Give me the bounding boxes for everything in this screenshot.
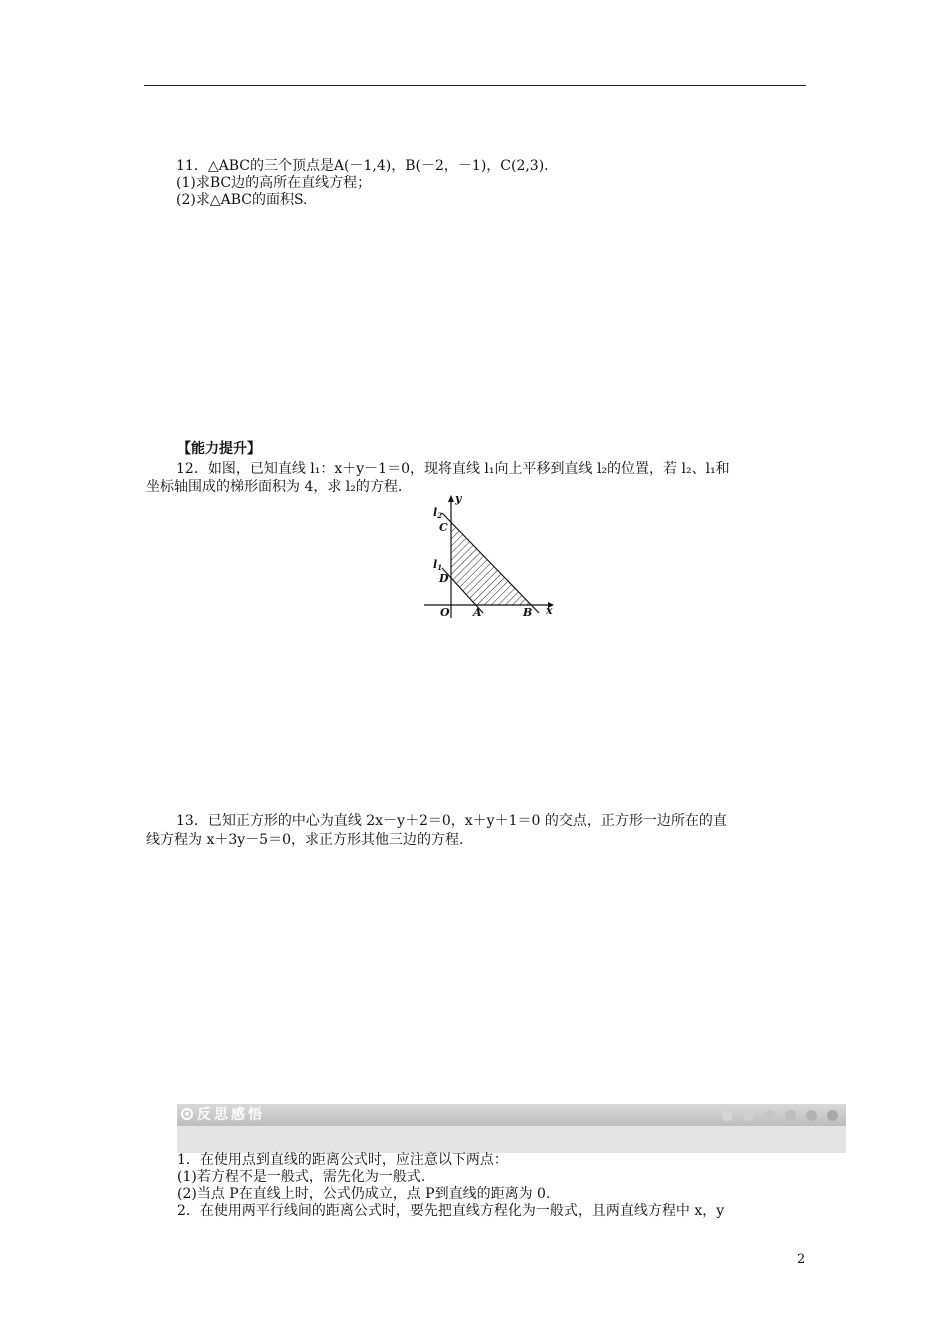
problem-11-part-1: (1)求BC边的高所在直线方程； (176, 175, 372, 191)
section-tag-ability: 【能力提升】 (177, 441, 261, 457)
reflection-banner-title-wrap (181, 1105, 265, 1125)
label-l2-sub: 2 (437, 511, 443, 520)
label-D: D (439, 572, 449, 585)
reflection-line-3: (2)当点 P在直线上时，公式仍成立，点 P到直线的距离为 0. (177, 1186, 551, 1202)
label-x: x (546, 604, 553, 617)
problem-13-line-2: 线方程为 x＋3y－5＝0，求正方形其他三边的方程. (146, 832, 464, 848)
decorative-dot (785, 1110, 796, 1121)
reflection-content (177, 1152, 817, 1220)
reflection-banner-bar (177, 1104, 846, 1126)
problem-13-line-1: 13．已知正方形的中心为直线 2x－y＋2＝0，x＋y＋1＝0 的交点，正方形一边所在的直 (176, 813, 727, 829)
y-axis-arrow (448, 495, 454, 502)
problem-11 (146, 158, 810, 209)
reflection-banner-title: 反思感悟 (197, 1107, 265, 1123)
decorative-dots (712, 1109, 838, 1126)
circle-bullet-icon (181, 1108, 193, 1120)
label-A: A (473, 606, 482, 619)
trapezoid-diagram (420, 492, 560, 622)
label-l1-main: l (433, 558, 438, 571)
header-rule (144, 85, 806, 86)
label-y: y (455, 492, 462, 505)
problem-13 (146, 812, 810, 850)
page-number: 2 (797, 1252, 806, 1267)
decorative-dot (806, 1110, 817, 1121)
label-l2 (433, 506, 442, 520)
problem-11-part-2: (2)求△ABC的面积S. (176, 192, 308, 208)
decorative-dot (827, 1110, 838, 1121)
decorative-dot (722, 1110, 733, 1121)
reflection-banner (177, 1104, 846, 1152)
label-B: B (523, 606, 533, 619)
reflection-line-4: 2．在使用两平行线间的距离公式时，要先把直线方程化为一般式，且两直线方程中 x，y (177, 1203, 725, 1219)
label-O: O (440, 606, 450, 619)
reflection-banner-band (177, 1126, 846, 1153)
problem-12-line-1: 12．如图，已知直线 l₁：x＋y－1＝0，现将直线 l₁向上平移到直线 l₂的位置，若 l₂、l₁和 (176, 461, 730, 477)
trapezoid-figure (420, 492, 560, 627)
label-l1 (433, 558, 442, 572)
problem-11-statement: 11．△ABC的三个顶点是A(－1,4)，B(－2，－1)，C(2,3)． (176, 158, 559, 174)
decorative-dot (764, 1110, 775, 1121)
decorative-dot (743, 1110, 754, 1121)
reflection-line-1: 1．在使用点到直线的距离公式时，应注意以下两点： (177, 1152, 508, 1168)
label-C: C (439, 521, 448, 534)
problem-12-line-2: 坐标轴围成的梯形面积为 4，求 l₂的方程. (146, 479, 403, 495)
problem-12 (146, 460, 810, 496)
reflection-line-2: (1)若方程不是一般式，需先化为一般式. (177, 1169, 426, 1185)
label-l1-sub: 1 (437, 563, 443, 572)
label-l2-main: l (433, 506, 438, 519)
